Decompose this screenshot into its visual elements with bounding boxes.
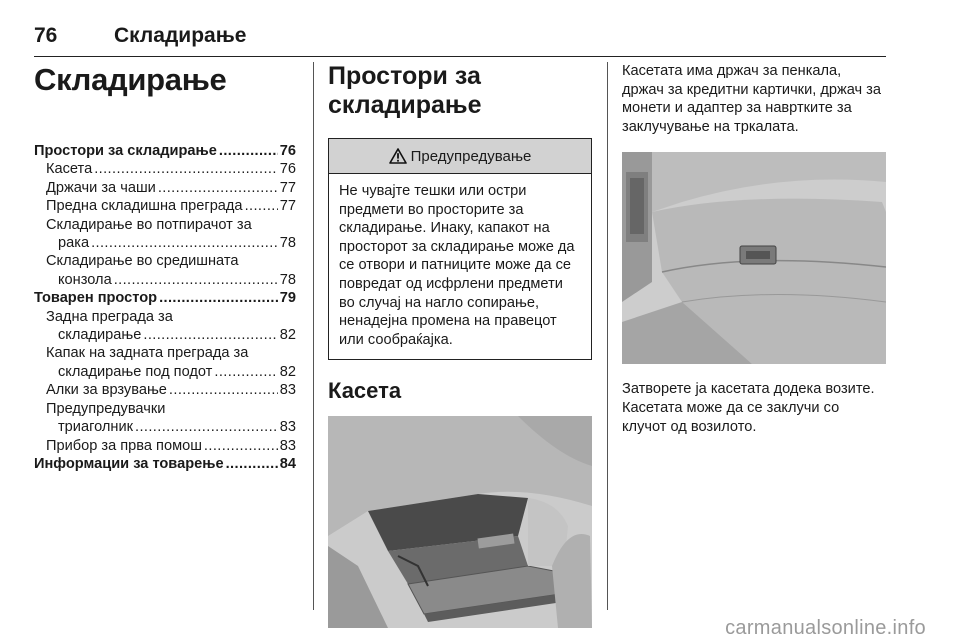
toc-entry[interactable] <box>34 289 296 307</box>
toc-leader <box>91 234 278 252</box>
toc-entry[interactable] <box>34 455 296 473</box>
toc-entry[interactable] <box>34 437 296 455</box>
toc-label: Држачи за чаши <box>46 179 156 196</box>
warning-heading <box>329 139 591 174</box>
toc-page: 84 <box>279 455 296 472</box>
toc-label: Касета <box>46 161 93 178</box>
toc-entry[interactable] <box>34 160 296 178</box>
toc-entry[interactable]: Предупредувачки <box>46 400 166 417</box>
section-title-line2: складирање <box>328 91 482 119</box>
right-column <box>622 62 886 436</box>
toc-entry-continuation[interactable] <box>34 234 296 252</box>
toc-leader <box>204 437 278 455</box>
chapter-title: Складирање <box>34 62 227 97</box>
toc-label: Прибор за прва помош <box>46 437 202 454</box>
toc-entry-continuation[interactable] <box>34 363 296 381</box>
toc-label: Информации за товарење <box>34 455 224 472</box>
watermark: carmanualsonline.info <box>725 617 926 639</box>
glovebox-lock-paragraph: Затворете ја касетата додека возите. Касетата може да се заклучи со клучот од возилото. <box>622 381 875 435</box>
toc-leader <box>159 289 278 307</box>
column-divider <box>313 62 314 610</box>
toc-column <box>34 62 296 473</box>
toc-entry[interactable]: Задна преграда за <box>46 308 173 325</box>
warning-heading-text: Предупредување <box>410 147 532 165</box>
toc-page: 76 <box>279 161 296 178</box>
toc-list <box>34 142 296 473</box>
toc-leader <box>245 197 278 215</box>
toc-leader <box>114 271 278 289</box>
running-title: Складирање <box>114 24 247 47</box>
toc-entry[interactable]: Складирање во потпирачот за <box>46 216 252 233</box>
toc-page: 77 <box>279 179 296 196</box>
toc-leader <box>219 142 278 160</box>
subsection-title: Касета <box>328 378 402 404</box>
toc-entry[interactable]: Складирање во средишната <box>46 253 239 270</box>
toc-leader <box>158 179 278 197</box>
toc-entry-continuation[interactable] <box>34 418 296 436</box>
toc-page: 83 <box>279 419 296 436</box>
toc-label: Товарен простор <box>34 290 158 307</box>
page-number: 76 <box>34 24 58 47</box>
page-header <box>34 24 886 57</box>
toc-entry[interactable]: Капак на задната преграда за <box>46 345 249 362</box>
toc-leader <box>214 363 277 381</box>
glovebox-open-illustration <box>328 416 592 628</box>
toc-label: складирање под подот <box>58 363 213 380</box>
toc-entry[interactable] <box>34 381 296 399</box>
toc-entry[interactable] <box>34 142 296 160</box>
toc-page: 78 <box>279 235 296 252</box>
toc-leader <box>169 381 278 399</box>
toc-page: 77 <box>279 198 296 215</box>
toc-page: 78 <box>279 271 296 288</box>
toc-label: рака <box>58 235 90 252</box>
section-title <box>328 62 592 120</box>
toc-entry[interactable] <box>34 179 296 197</box>
toc-label: складирање <box>58 327 142 344</box>
toc-page: 83 <box>279 437 296 454</box>
column-divider <box>607 62 608 610</box>
toc-label: Алки за врзување <box>46 382 167 399</box>
toc-entry-continuation[interactable] <box>34 271 296 289</box>
section-title-line1: Простори за <box>328 62 481 90</box>
toc-leader <box>135 418 278 436</box>
toc-label: Простори за складирање <box>34 143 217 159</box>
glovebox-closed-illustration <box>622 152 886 364</box>
toc-entry[interactable] <box>34 197 296 215</box>
toc-label: Предна складишна преграда <box>46 198 243 215</box>
toc-entry-continuation[interactable] <box>34 326 296 344</box>
toc-page: 79 <box>279 290 296 307</box>
toc-label: конзола <box>58 271 112 288</box>
warning-triangle-icon <box>389 148 407 164</box>
toc-page: 82 <box>279 363 296 380</box>
glovebox-features-paragraph: Касетата има држач за пенкала, држач за кредитни картички, држач за монети и адаптер за навртките за заклучување на тркалата. <box>622 63 881 135</box>
toc-leader <box>94 160 278 178</box>
warning-text: Не чувајте тешки или остри предмети во просторите за складирање. Инаку, капакот на просторот за складирање може да се отвори и патниците може да се повредат од исфрлени предмети во случај на нагло сопирање, ненадејна промена на правецот или сообраќајка. <box>339 183 575 348</box>
toc-leader <box>143 326 277 344</box>
middle-column <box>328 62 592 628</box>
toc-label: триаголник <box>58 419 133 436</box>
toc-page: 76 <box>279 143 296 159</box>
warning-box <box>328 138 592 360</box>
toc-leader <box>226 455 278 473</box>
toc-page: 83 <box>279 382 296 399</box>
toc-page: 82 <box>279 327 296 344</box>
